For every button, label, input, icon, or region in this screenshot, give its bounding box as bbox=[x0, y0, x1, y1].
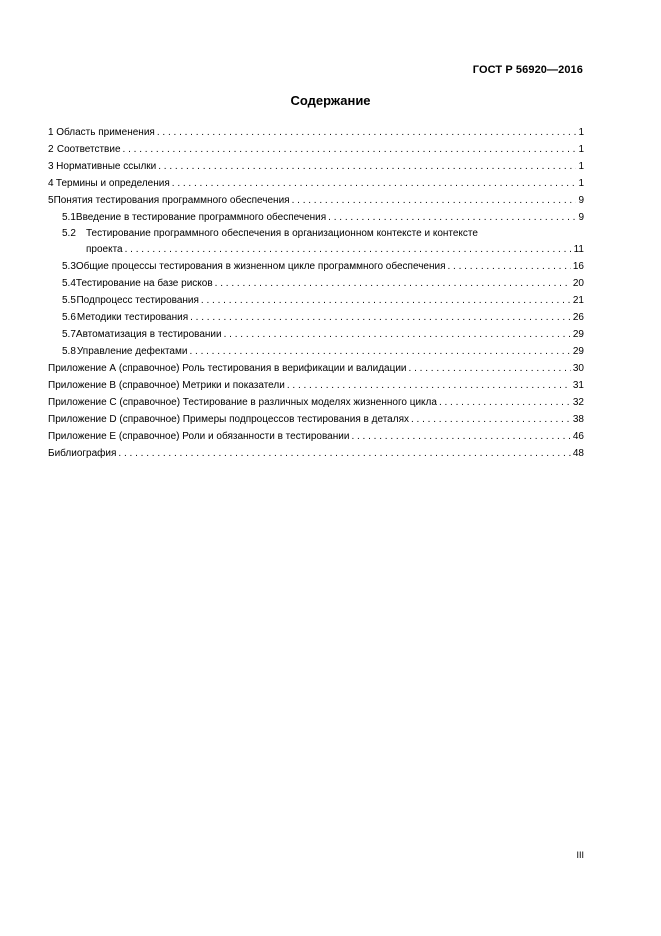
toc-entry-number: 5.7 bbox=[62, 329, 76, 340]
toc-entry-page: 16 bbox=[572, 261, 584, 272]
toc-entry-page: 11 bbox=[573, 244, 584, 255]
toc-dot-leader bbox=[292, 192, 577, 209]
toc-entry-title: Нормативные ссылки bbox=[56, 161, 157, 172]
toc-entry[interactable] bbox=[48, 258, 584, 275]
toc-entry-title: Приложение D (справочное) Примеры подпроцессов тестирования в деталях bbox=[48, 414, 409, 425]
toc-dot-leader bbox=[125, 241, 572, 258]
toc-entry[interactable] bbox=[48, 241, 584, 258]
toc-entry-title: Приложение С (справочное) Тестирование в различных моделях жизненного цикла bbox=[48, 397, 437, 408]
toc-entry[interactable] bbox=[48, 292, 584, 309]
toc-entry[interactable] bbox=[48, 411, 584, 428]
toc-entry[interactable] bbox=[48, 309, 584, 326]
toc-entry-title: Библиография bbox=[48, 448, 117, 459]
toc-entry[interactable] bbox=[48, 428, 584, 445]
toc-entry-title: Соответствие bbox=[56, 144, 121, 155]
toc-entry[interactable] bbox=[48, 343, 584, 360]
toc-entry[interactable] bbox=[48, 394, 584, 411]
toc-entry-page: 46 bbox=[572, 431, 584, 442]
toc-entry-page: 31 bbox=[572, 380, 584, 391]
toc-entry-page: 26 bbox=[572, 312, 584, 323]
toc-entry[interactable] bbox=[48, 360, 584, 377]
toc-entry-number: 5.1 bbox=[62, 212, 76, 223]
toc-entry-number: 5.3 bbox=[62, 261, 76, 272]
toc-entry[interactable] bbox=[48, 141, 584, 158]
toc-entry-page: 1 bbox=[578, 144, 584, 155]
toc-entry[interactable] bbox=[48, 445, 584, 462]
toc-entry-page: 9 bbox=[578, 212, 584, 223]
toc-entry-title: Введение в тестирование программного обеспечения bbox=[75, 212, 327, 223]
toc-dot-leader bbox=[201, 292, 571, 309]
toc-entry-page: 20 bbox=[572, 278, 584, 289]
toc-entry-title: Термины и определения bbox=[55, 178, 170, 189]
toc-entry-title: Приложение А (справочное) Роль тестирования в верификации и валидации bbox=[48, 363, 407, 374]
toc-entry-title: Тестирование на базе рисков bbox=[75, 278, 213, 289]
toc-entry[interactable] bbox=[48, 326, 584, 343]
toc-entry-title: Приложение В (справочное) Метрики и показатели bbox=[48, 380, 285, 391]
toc-dot-leader bbox=[287, 377, 571, 394]
toc-dot-leader bbox=[157, 124, 577, 141]
toc-entry-number: 3 bbox=[48, 161, 54, 172]
toc-entry-page: 29 bbox=[572, 346, 584, 357]
toc-dot-leader bbox=[351, 428, 570, 445]
table-of-contents bbox=[48, 124, 584, 462]
toc-dot-leader bbox=[189, 343, 570, 360]
toc-dot-leader bbox=[411, 411, 571, 428]
toc-entry-number: 2 bbox=[48, 144, 54, 155]
toc-entry-page: 30 bbox=[572, 363, 584, 374]
toc-entry-title: Область применения bbox=[56, 127, 155, 138]
toc-entry-page: 48 bbox=[572, 448, 584, 459]
document-header: ГОСТ Р 56920—2016 bbox=[472, 64, 583, 76]
toc-entry-number: 4 bbox=[48, 178, 54, 189]
toc-dot-leader bbox=[123, 141, 577, 158]
toc-entry-title: Тестирование программного обеспечения в организационном контексте и контексте bbox=[86, 228, 478, 239]
toc-entry-number: 5.5 bbox=[62, 295, 76, 306]
toc-entry-title: Подпроцесс тестирования bbox=[76, 295, 199, 306]
toc-dot-leader bbox=[215, 275, 571, 292]
toc-entry-page: 1 bbox=[578, 161, 584, 172]
toc-dot-leader bbox=[224, 326, 571, 343]
toc-entry-title: Приложение Е (справочное) Роли и обязанности в тестировании bbox=[48, 431, 350, 442]
toc-entry-page: 38 bbox=[572, 414, 584, 425]
toc-dot-leader bbox=[158, 158, 576, 175]
toc-entry[interactable] bbox=[48, 192, 584, 209]
toc-entry-number: 5 bbox=[48, 195, 54, 206]
toc-entry-number: 5.8 bbox=[62, 346, 76, 357]
toc-entry[interactable] bbox=[48, 124, 584, 141]
toc-entry-page: 1 bbox=[578, 178, 584, 189]
toc-entry-page: 32 bbox=[572, 397, 584, 408]
toc-dot-leader bbox=[118, 445, 570, 462]
toc-entry-page: 21 bbox=[572, 295, 584, 306]
toc-entry-title: Общие процессы тестирования в жизненном цикле программного обеспечения bbox=[75, 261, 446, 272]
toc-entry-title: проекта bbox=[86, 244, 123, 255]
toc-entry-number: 5.4 bbox=[62, 278, 76, 289]
page-number: III bbox=[576, 850, 584, 860]
toc-entry[interactable] bbox=[48, 158, 584, 175]
toc-entry-title: Понятия тестирования программного обеспечения bbox=[53, 195, 290, 206]
toc-entry-page: 1 bbox=[578, 127, 584, 138]
toc-entry-page: 29 bbox=[572, 329, 584, 340]
toc-dot-leader bbox=[409, 360, 571, 377]
toc-entry[interactable] bbox=[48, 209, 584, 226]
page-title: Содержание bbox=[290, 93, 371, 108]
toc-entry-line bbox=[48, 226, 584, 241]
toc-entry-title: Управление дефектами bbox=[76, 346, 188, 357]
toc-entry[interactable] bbox=[48, 377, 584, 394]
toc-entry[interactable] bbox=[48, 275, 584, 292]
toc-dot-leader bbox=[172, 175, 577, 192]
toc-entry-number: 5.6 bbox=[62, 312, 76, 323]
toc-dot-leader bbox=[328, 209, 576, 226]
toc-entry-page: 9 bbox=[578, 195, 584, 206]
toc-dot-leader bbox=[448, 258, 571, 275]
toc-entry-number: 1 bbox=[48, 127, 54, 138]
toc-entry-title: Методики тестирования bbox=[76, 312, 189, 323]
toc-entry[interactable] bbox=[48, 175, 584, 192]
toc-dot-leader bbox=[439, 394, 571, 411]
toc-entry-title: Автоматизация в тестировании bbox=[75, 329, 222, 340]
toc-entry-number: 5.2 bbox=[62, 228, 76, 239]
toc-dot-leader bbox=[190, 309, 571, 326]
